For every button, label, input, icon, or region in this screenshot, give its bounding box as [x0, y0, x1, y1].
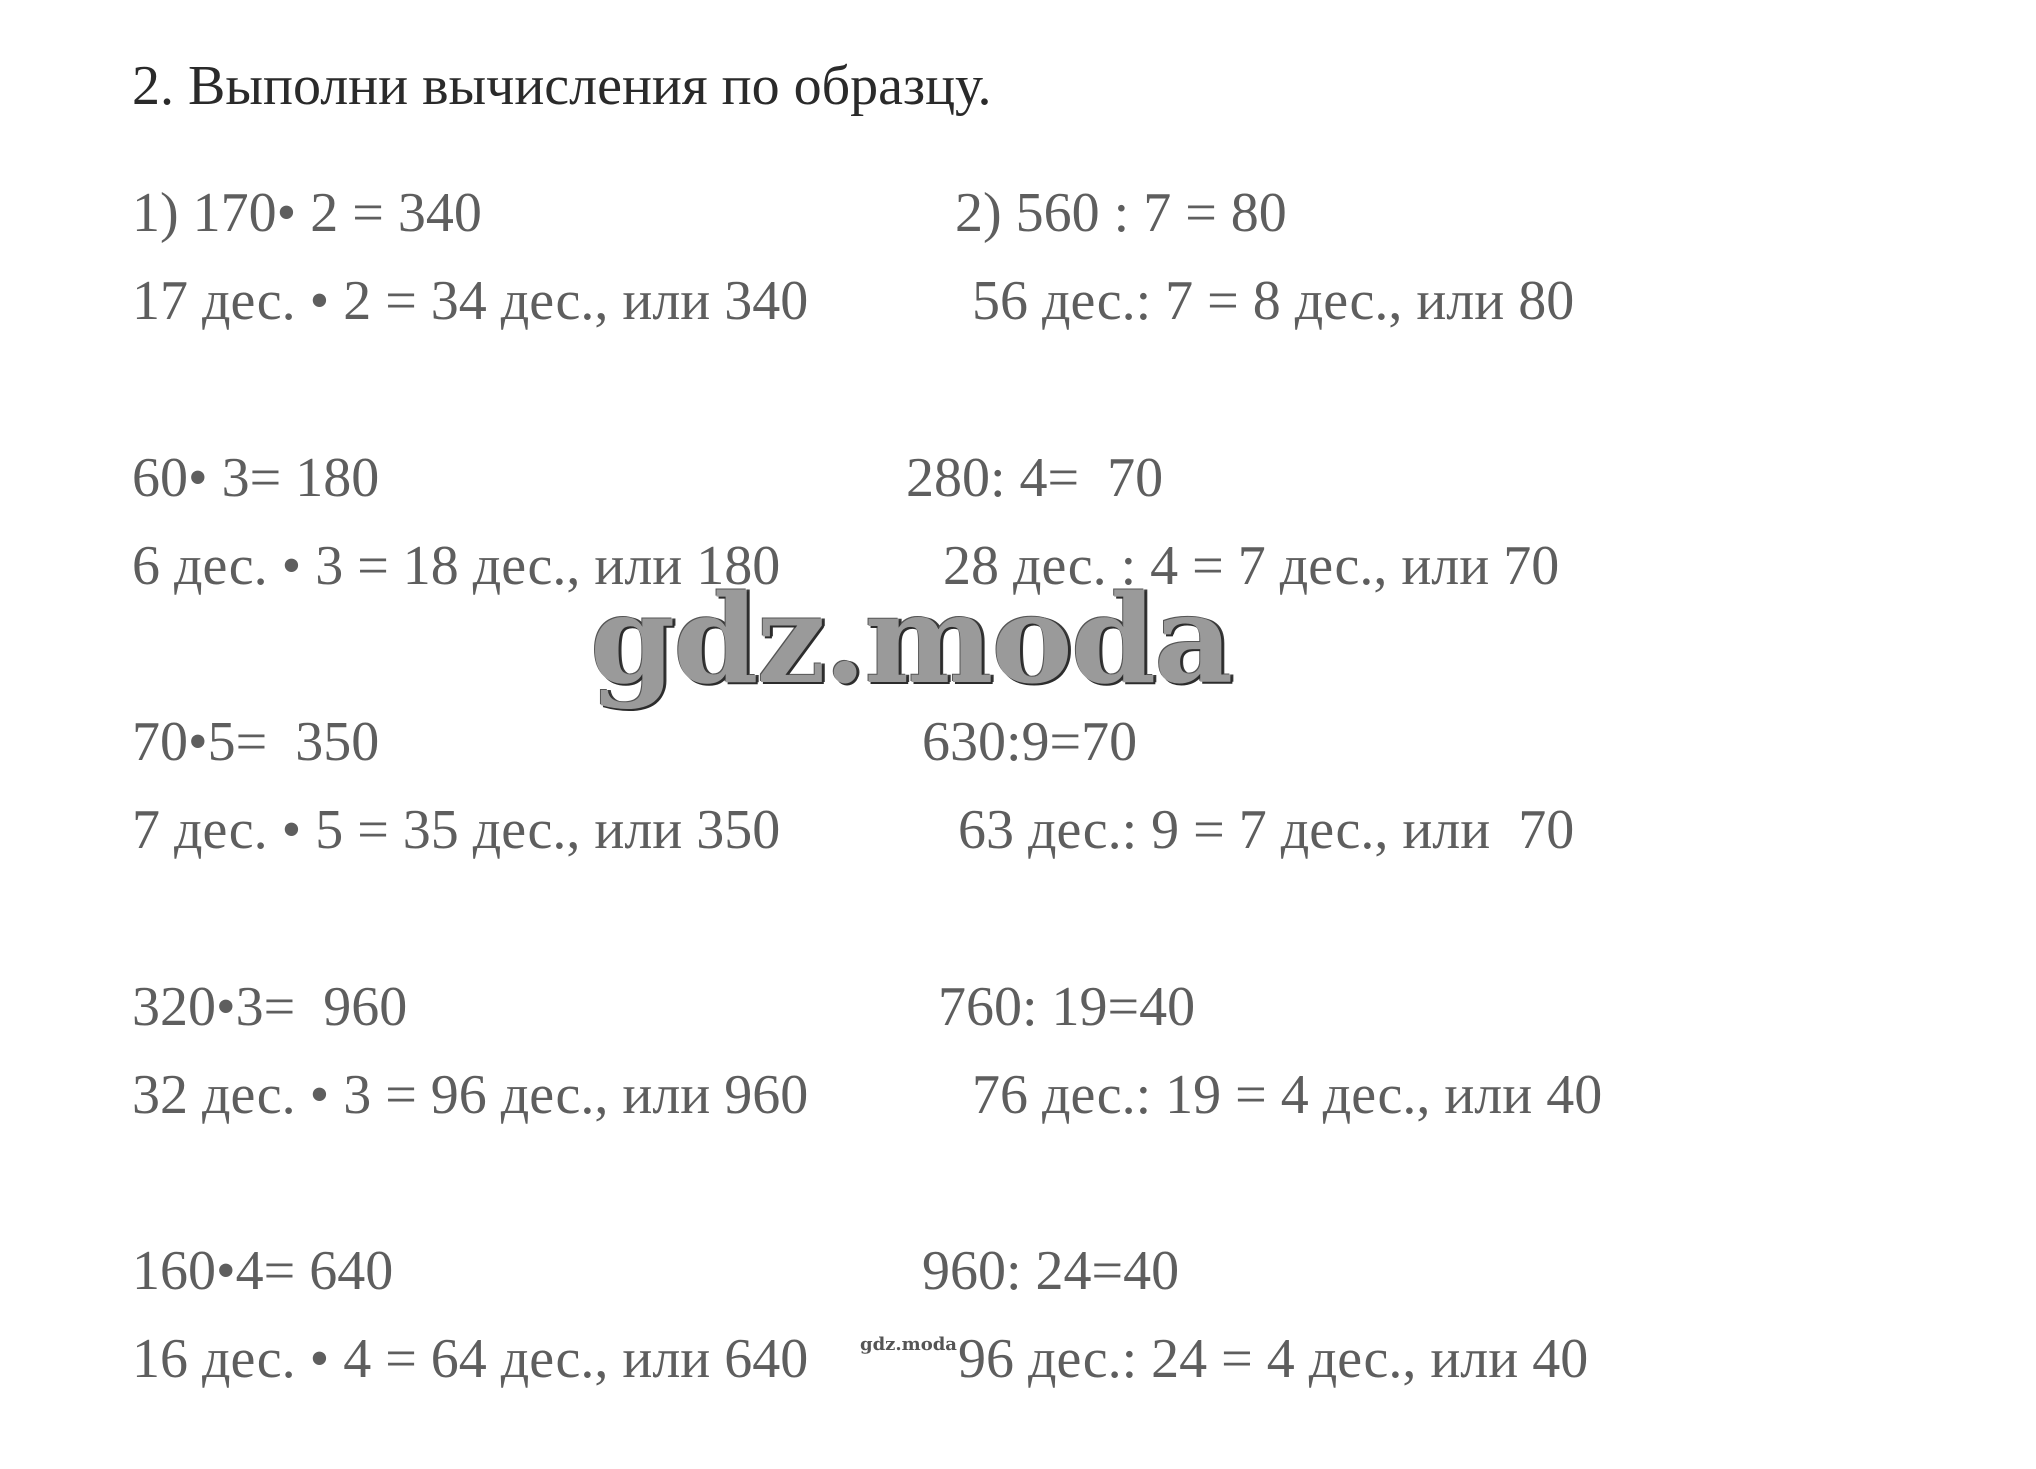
example-left-explanation: 17 дес. • 2 = 34 дес., или 340 — [132, 270, 809, 332]
row-2-right-explanation: 63 дес.: 9 = 7 дес., или 70 — [958, 799, 1575, 861]
task-title: 2. Выполни вычисления по образцу. — [132, 55, 992, 117]
row-3-left-explanation: 32 дес. • 3 = 96 дес., или 960 — [132, 1064, 809, 1126]
example-left-expression: 1) 170• 2 = 340 — [132, 182, 482, 244]
row-4-left-expression: 160•4= 640 — [132, 1240, 394, 1302]
row-3-right-expression: 760: 19=40 — [938, 976, 1196, 1038]
row-3-left-expression: 320•3= 960 — [132, 976, 408, 1038]
row-2-right-expression: 630:9=70 — [922, 711, 1138, 773]
row-4-right-expression: 960: 24=40 — [922, 1240, 1180, 1302]
watermark-logo: gdz.moda — [590, 567, 1232, 711]
example-right-explanation: 56 дес.: 7 = 8 дес., или 80 — [972, 270, 1575, 332]
watermark-small-logo: gdz.moda — [860, 1334, 957, 1355]
row-1-right-explanation: 28 дес. : 4 = 7 дес., или 70 — [943, 535, 1560, 597]
row-1-left-expression: 60• 3= 180 — [132, 447, 380, 509]
row-4-right-explanation: 96 дес.: 24 = 4 дес., или 40 — [958, 1328, 1589, 1390]
row-1-left-explanation: 6 дес. • 3 = 18 дес., или 180 — [132, 535, 781, 597]
row-1-right-expression: 280: 4= 70 — [906, 447, 1164, 509]
row-4-left-explanation: 16 дес. • 4 = 64 дес., или 640 — [132, 1328, 809, 1390]
row-2-left-explanation: 7 дес. • 5 = 35 дес., или 350 — [132, 799, 781, 861]
example-right-expression: 2) 560 : 7 = 80 — [955, 182, 1287, 244]
row-3-right-explanation: 76 дес.: 19 = 4 дес., или 40 — [972, 1064, 1603, 1126]
row-2-left-expression: 70•5= 350 — [132, 711, 380, 773]
